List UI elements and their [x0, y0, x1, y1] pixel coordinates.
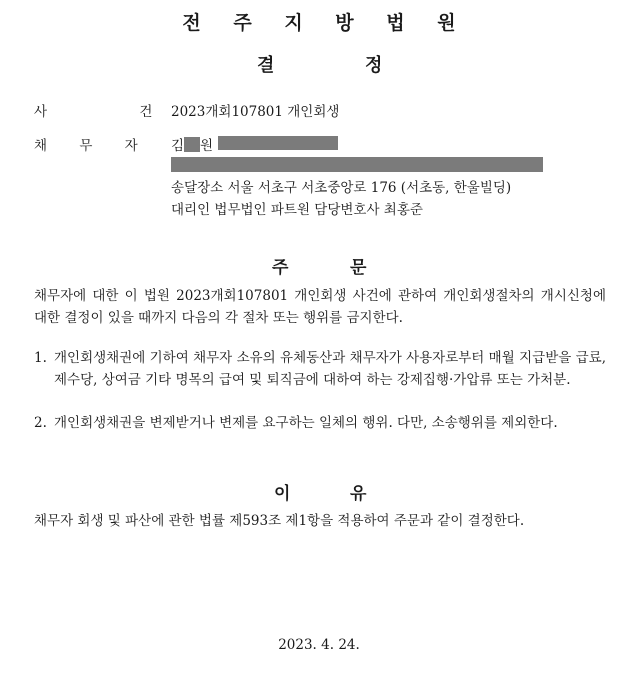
order-item: [34, 348, 606, 391]
reason-heading-right: 유: [350, 484, 367, 504]
document-title-right: 정: [365, 55, 383, 76]
reason-heading-left: 이: [274, 484, 291, 504]
debtor-name-prefix: 김: [171, 138, 185, 154]
redaction-bar: [218, 136, 338, 150]
court-name: 전 주 지 방 법 원: [182, 12, 469, 34]
order-item: [34, 413, 606, 435]
name-redaction: [184, 137, 200, 152]
debtor-label: [34, 134, 152, 154]
order-heading-left: 주: [272, 258, 289, 278]
service-address: 송달장소 서울 서초구 서초중앙로 176 (서초동, 한울빌딩): [171, 180, 512, 196]
order-intro: 채무자에 대한 이 법원 2023개회107801 개인회생 사건에 관하여 개인회생절차의 개시신청에 대한 결정이 있을 때까지 다음의 각 절차 또는 행위를 금지한다.: [34, 288, 606, 326]
order-heading-right: 문: [350, 258, 367, 278]
case-label-text: 사 건: [34, 104, 197, 120]
order-item-text: 개인회생채권을 변제받거나 변제를 요구하는 일체의 행위. 다만, 소송행위를 제외한다.: [54, 415, 558, 431]
debtor-name: [171, 134, 213, 154]
case-number: 2023개회107801 개인회생: [171, 104, 340, 120]
order-item-text: 개인회생채권에 기하여 채무자 소유의 유체동산과 채무자가 사용자로부터 매월 지급받을 급료, 제수당, 상여금 기타 명목의 급여 및 퇴직금에 대하여 하는 강제집행·가압류 또는 가처분.: [54, 350, 606, 388]
agent-line: 대리인 법무법인 파트원 담당변호사 최홍준: [171, 202, 423, 218]
document-title-left: 결: [257, 55, 275, 76]
address-redaction-bar: [171, 157, 543, 172]
debtor-label-text: 채 무 자: [34, 138, 152, 154]
debtor-name-suffix: 원: [200, 138, 214, 154]
order-item-number: 2.: [34, 415, 47, 431]
order-item-number: 1.: [34, 350, 47, 366]
reason-text: 채무자 회생 및 파산에 관한 법률 제593조 제1항을 적용하여 주문과 같이 결정한다.: [34, 513, 525, 529]
decision-date: 2023. 4. 24.: [278, 637, 360, 653]
